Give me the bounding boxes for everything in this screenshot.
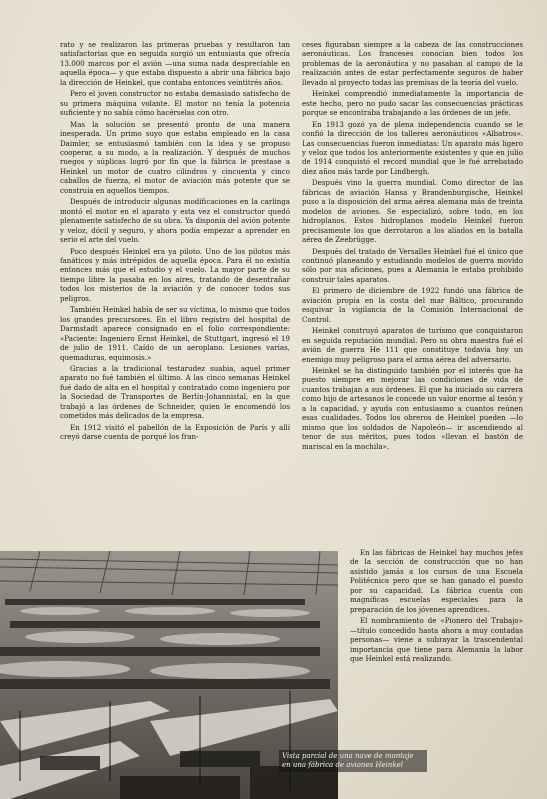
paragraph: Pero el joven constructor no estaba demasiado satisfecho de su primera máquina volante. El motor no tenía la potencia suficiente y no sabía cómo hacérselas con otro.: [60, 89, 290, 118]
paragraph: El primero de diciembre de 1922 fundó una fábrica de aviación propia en la costa del mar Báltico, procurando esquivar la vigilancia de la Comisión Internacional de Control.: [302, 286, 523, 324]
paragraph: En 1912 visitó el pabellón de la Exposición de París y allí creyó darse cuenta de porqué los fran-: [60, 422, 290, 442]
right-lower-text-column: [350, 548, 523, 665]
paragraph: El nombramiento de «Pionero del Trabajo» —título concedido hasta ahora a muy contadas personas— viene a subrayar la trascendental importancia que tiene para Alemania la labor que Heinkel está realizando.: [350, 616, 523, 663]
paragraph: Después de introducir algunas modificaciones en la carlinga montó el motor en el aparato y esta vez el constructor quedó plenamente satisfecho de su obra. Ya disponía del avión potente y veloz, dócil y seguro, y ahora podía empezar a aprender en serio el arte del vuelo.: [60, 197, 290, 245]
right-text-column: [302, 40, 523, 453]
photo-caption: Vista parcial de una nave de montaje en una fábrica de aviones Heinkel: [279, 750, 427, 772]
paragraph: Después del tratado de Versalles Heinkel fué el único que continuó planeando y estudiando modelos de guerra movido sólo por sus aficiones, pues a Alemania le estaba prohibido construir tales aparatos.: [302, 246, 523, 284]
paragraph: En las fábricas de Heinkel hay muchos jefes de la sección de construcción que no han asistido jamás a los cursos de una Escuela Politécnica pero que se han ganado el puesto por su capacidad. La fábrica cuenta con magníficas escuelas especiales para la preparación de los jóvenes aprendices.: [350, 548, 523, 614]
left-text-column: [60, 40, 290, 444]
factory-photo: [0, 551, 414, 799]
paragraph: Heinkel se ha distinguido también por el interés que ha puesto siempre en mejorar las condiciones de vida de cuantos trabajan a sus órdenes. El que ha iniciado su carrera como hijo de artesanos le concede un valor enorme al tesón y a la capacidad, y ayuda con entusiasmo a cuantos reúnen esas cualidades. Todos los obreros de Heinkel pueden —lo mismo que los soldados de Napoleón— ir ascendiendo al tenor de sus méritos, pues todos «llevan el bastón de mariscal en la mochila».: [302, 365, 523, 451]
paragraph: Mas la solución se presentó pronto de una manera inesperada. Un primo suyo que estaba empleado en la casa Daimler, se entusiasmó también con la idea y se propuso cooperar, a su modo, a la realización. Y después de muchos ruegos y súplicas logró por fin que la fábrica le prestase a Heinkel un motor de cuatro cilindros y cincuenta y cinco caballos de fuerza, el motor de aviación más potente que se construía en aquellos tiempos.: [60, 119, 290, 195]
paragraph: Poco después Heinkel era ya piloto. Uno de los pilotos más fanáticos y más intrépidos de aquella época. Para él no existía entonces más que el estudio y el vuelo. La mayor parte de su tiempo libre la pasaba en los aires, tratando de desentrañar todos los misterios de la aviación y de conocer todos sus peligros.: [60, 246, 290, 303]
paragraph: ceses figuraban siempre a la cabeza de las construcciones aeronáuticas. Los franceses conocían bien todos los problemas de la aeronáutica y no pasaban al campo de la realización antes de estar perfectamente seguros de haber llevado al proyecto todas las premisas de la teoría del vuelo.: [302, 40, 523, 87]
paragraph: Heinkel construyó aparatos de turismo que conquistaron en seguida reputación mundial. Pero su obra maestra fué el avión de guerra He 111 que constituye todavía hoy un enemigo muy peligroso para el arma aérea del adversario.: [302, 326, 523, 364]
paragraph: Gracias a la tradicional testarudez suabia, aquel primer aparato no fué también el último. A las cinco semanas Heinkel fué dado de alta en el hospital y contratado como ingeniero por la Sociedad de Transportes de Berlín-Johannistal, en la que trabajó a las órdenes de Schneider, quien le encomendó los cometidos más delicados de la empresa.: [60, 363, 290, 421]
paragraph: También Heinkel había de ser su víctima, lo mismo que todos los grandes precursores. En el libro registro del hospital de Darmstadt aparece consignado en el folio correspondiente: «Paciente: Ingeniero Ernst Heinkel, de Stuttgart, ingresó el 19 de julio de 1911. Caído de un aeroplano. Lesiones varias, quemaduras, equimosis.»: [60, 305, 290, 362]
paragraph: Después vino la guerra mundial. Como director de las fábricas de aviación Hansa y Brandenburgische, Heinkel puso a la disposición del arma aérea alemana más de treinta modelos de aviones. Se especializó, sobre todo, en los hidroplanos. Estos hidroplanos modelo Heinkel fueron precisamente los que derrotaron a los aliados en la batalla aérea de Zeebrügge.: [302, 178, 523, 245]
paragraph: rato y se realizaron las primeras pruebas y resultaron tan satisfactorias que en seguida surgió un entusiasta que ofrecía 13.000 marcos por el avión —una suma nada despreciable en aquella época— y que estaba dispuesto a abrir una fábrica bajo la dirección de Heinkel, que contaba entonces veintitrés años.: [60, 40, 290, 87]
paragraph: Heinkel comprendió inmediatamente la importancia de este hecho, pero no pudo sacar las consecuencias prácticas porque se encontraba trabajando a las órdenes de un jefe.: [302, 89, 523, 118]
paragraph: En 1913 gozó ya de plena independencia cuando se le confió la dirección de los talleres aeronáuticos «Albatros». Las consecuencias fueron inmediatas: Un aparato más ligero y veloz que todos los anteriormente existentes y que en julio de 1914 conquistó el record mundial que le fué arrebatado diez años más tarde por Lindbergh.: [302, 119, 523, 176]
